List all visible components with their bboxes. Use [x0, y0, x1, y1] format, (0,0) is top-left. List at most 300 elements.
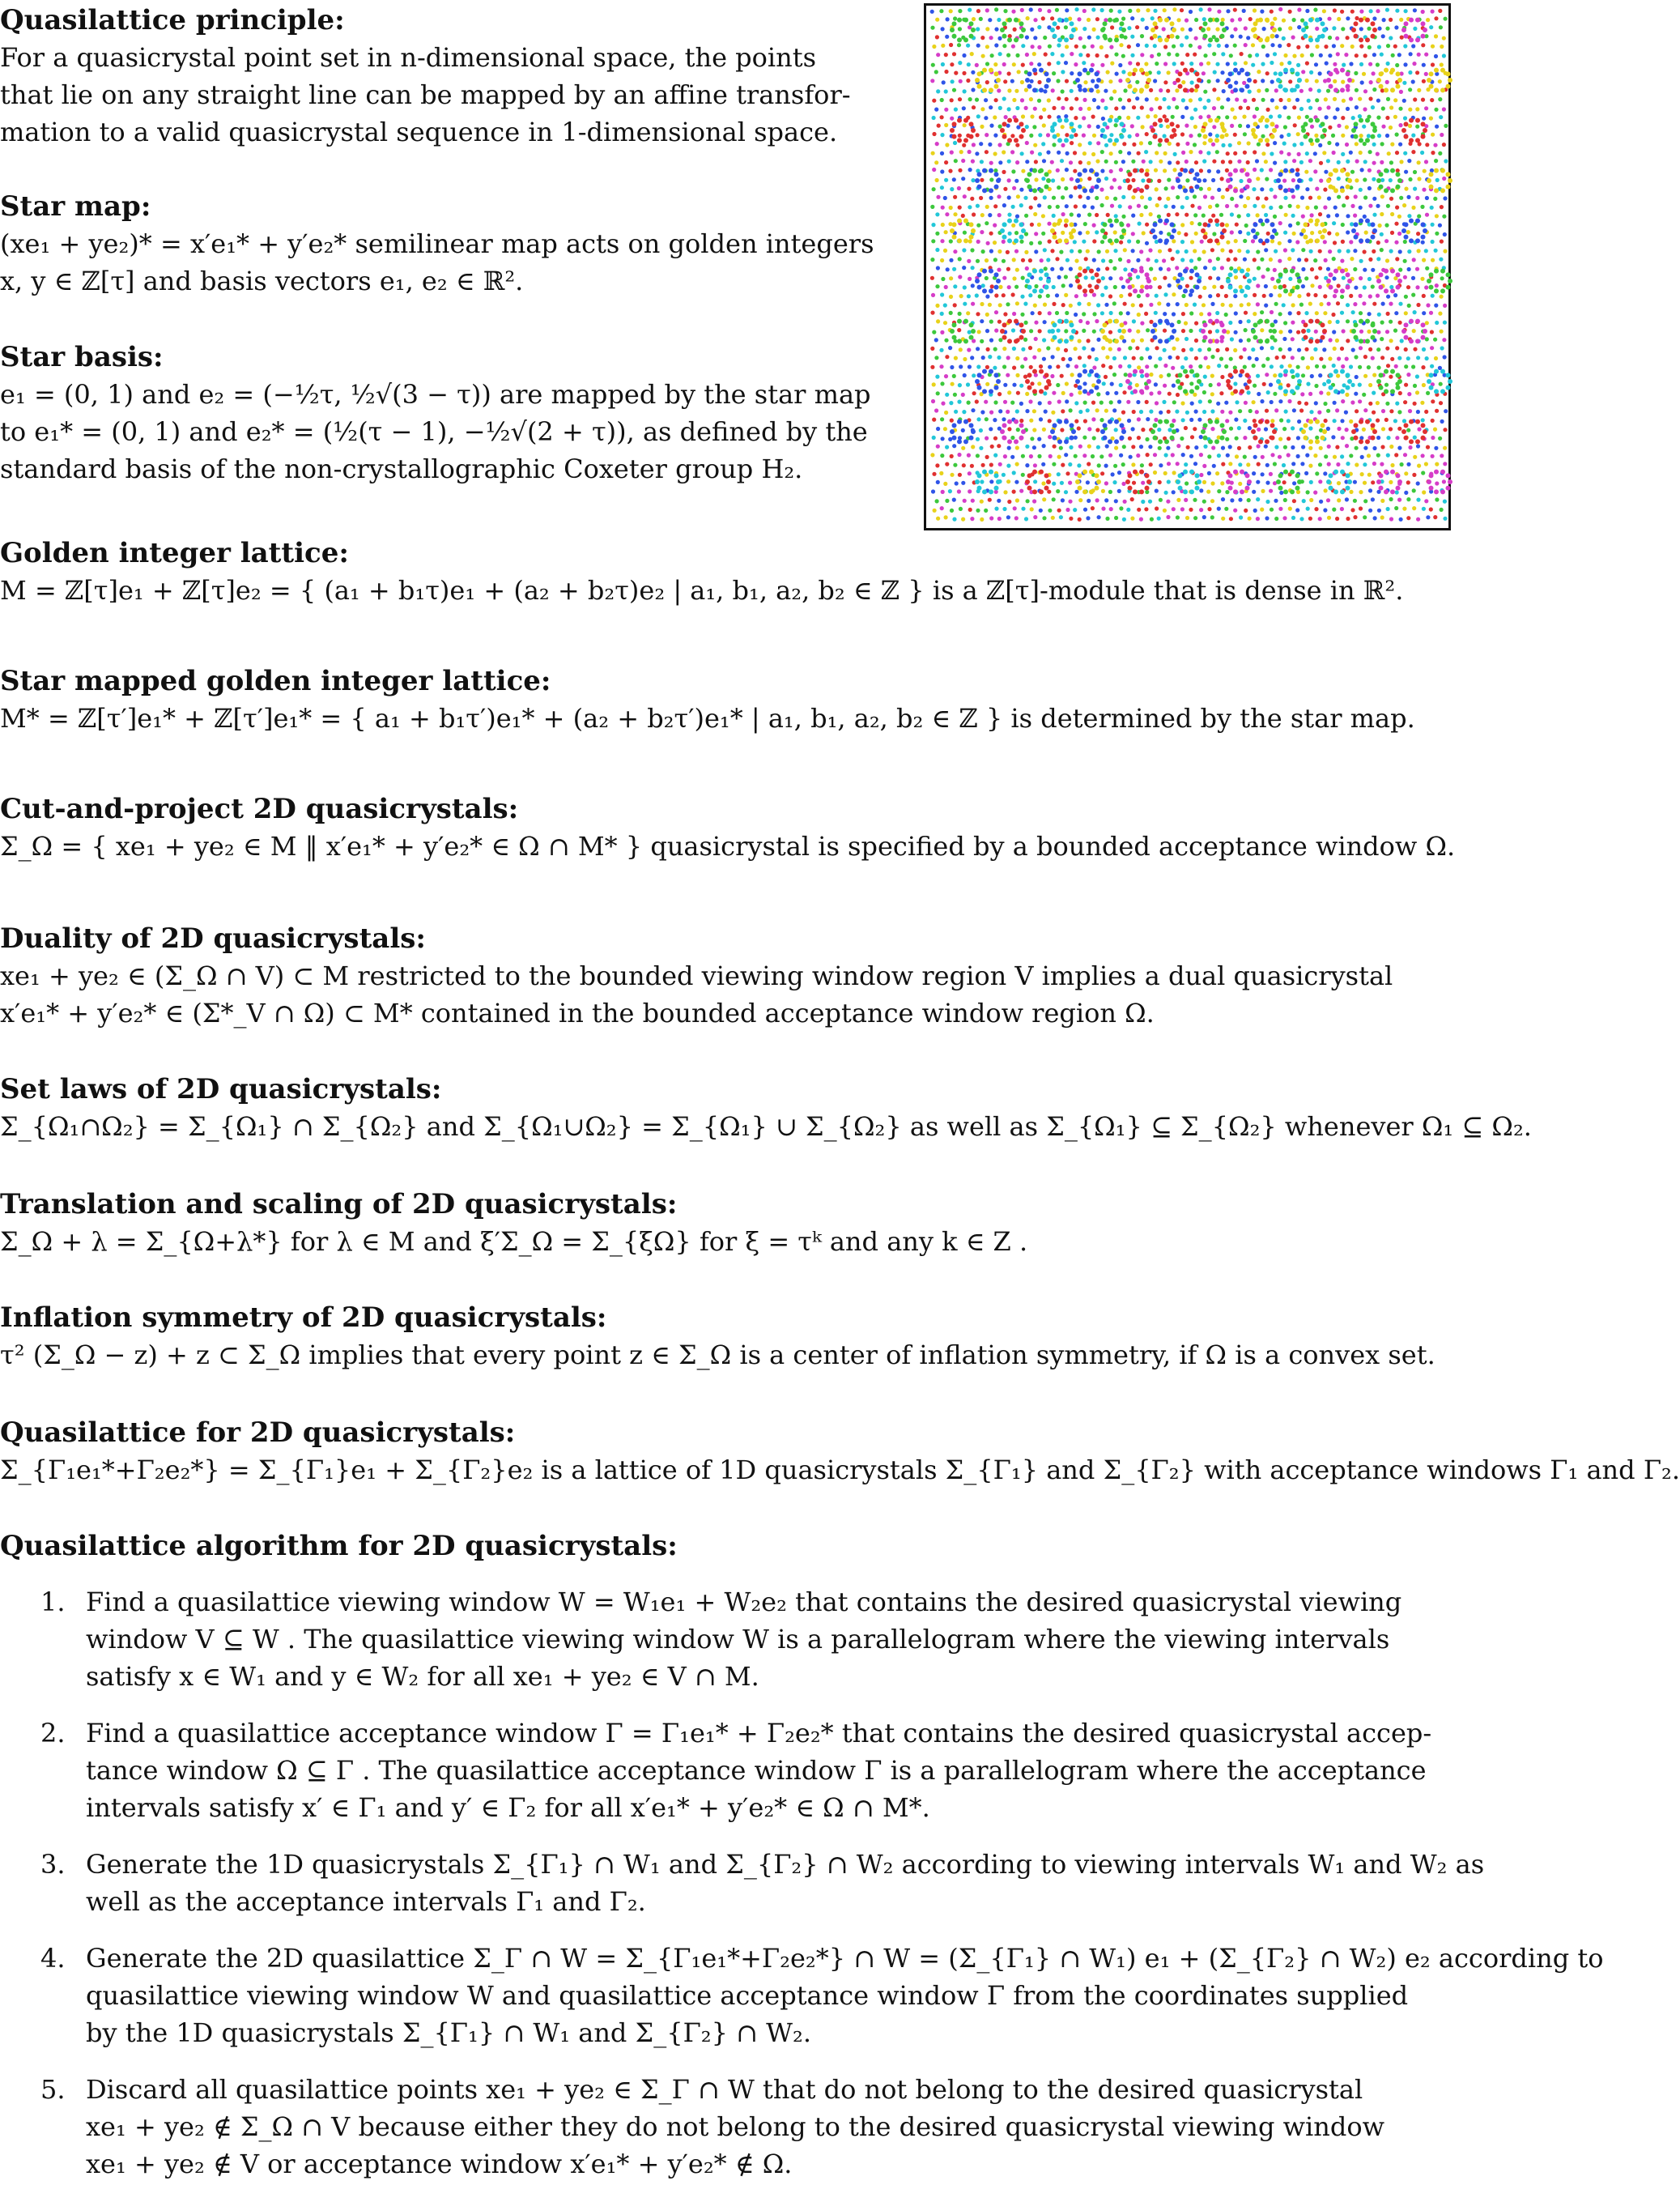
- lattice-point: [1230, 498, 1234, 502]
- lattice-point: [1310, 267, 1314, 271]
- lattice-point: [1087, 355, 1091, 359]
- ring-point: [1002, 121, 1007, 126]
- lattice-point: [1270, 10, 1274, 14]
- ring-point: [1278, 272, 1283, 277]
- lattice-point: [1322, 364, 1326, 368]
- ring-point: [969, 423, 974, 428]
- lattice-point: [1176, 393, 1180, 397]
- lattice-point: [1363, 515, 1367, 519]
- lattice-point: [1287, 116, 1291, 120]
- lattice-point: [1025, 53, 1029, 57]
- lattice-point: [1246, 213, 1250, 217]
- lattice-point: [1333, 116, 1337, 120]
- lattice-point: [1123, 500, 1127, 504]
- ring-point: [1203, 322, 1208, 327]
- lattice-point: [993, 151, 997, 155]
- lattice-point: [962, 463, 966, 467]
- ring-point: [1351, 28, 1356, 32]
- lattice-point: [958, 134, 962, 138]
- ring-point: [1195, 185, 1200, 190]
- lattice-point: [1270, 98, 1274, 102]
- lattice-point: [1404, 364, 1408, 368]
- ring-point: [1089, 470, 1094, 475]
- ring-point: [1253, 335, 1258, 340]
- lattice-point: [944, 108, 948, 112]
- lattice-point: [1260, 328, 1264, 332]
- lattice-point: [1221, 446, 1225, 450]
- ring-point: [1346, 473, 1350, 478]
- lattice-point: [1362, 125, 1366, 129]
- text-line: Σ_Ω = { xe₁ + ye₂ ∈ M ‖ x′e₁* + y′e₂* ∈ Ω ∩ M* } quasicrystal is specified by a bounded acceptance window Ω.: [0, 831, 1456, 862]
- lattice-point: [1032, 409, 1036, 413]
- ring-point: [1027, 473, 1032, 478]
- lattice-point: [1429, 117, 1433, 121]
- lattice-point: [1244, 509, 1248, 513]
- ring-point: [1189, 68, 1194, 73]
- ring-point: [1222, 28, 1227, 32]
- lattice-point: [994, 28, 998, 32]
- lattice-point: [1308, 302, 1312, 306]
- lattice-point: [1172, 45, 1176, 49]
- ring-point: [1429, 285, 1434, 290]
- ring-point: [1170, 423, 1175, 428]
- lattice-point: [1189, 10, 1193, 14]
- lattice-point: [1424, 462, 1428, 466]
- lattice-point: [1008, 232, 1012, 236]
- lattice-point: [1318, 266, 1322, 270]
- lattice-point: [1230, 230, 1234, 234]
- lattice-point: [1207, 507, 1211, 511]
- lattice-point: [1141, 178, 1145, 182]
- lattice-point: [1443, 500, 1447, 504]
- lattice-point: [1070, 177, 1074, 181]
- ring-point: [1409, 138, 1414, 143]
- lattice-point: [1367, 454, 1371, 458]
- ring-point: [969, 34, 974, 39]
- lattice-point: [1345, 393, 1349, 397]
- lattice-point: [1086, 53, 1090, 57]
- lattice-point: [1176, 302, 1180, 306]
- ring-point: [971, 429, 976, 434]
- lattice-point: [1019, 419, 1023, 423]
- lattice-point: [1108, 259, 1112, 263]
- lattice-point: [1424, 106, 1428, 110]
- lattice-point: [1386, 204, 1390, 208]
- lattice-point: [1269, 258, 1273, 262]
- lattice-point: [1360, 80, 1364, 84]
- lattice-point: [1131, 195, 1135, 199]
- lattice-point: [1389, 480, 1393, 484]
- lattice-point: [1304, 311, 1308, 315]
- ring-point: [1359, 219, 1363, 224]
- ring-point: [1158, 118, 1163, 123]
- lattice-point: [1167, 479, 1171, 483]
- lattice-point: [962, 106, 966, 110]
- lattice-point: [1199, 473, 1203, 477]
- ring-point: [1095, 185, 1099, 190]
- ring-point: [1359, 18, 1363, 23]
- lattice-point: [962, 71, 966, 75]
- lattice-point: [1100, 471, 1104, 475]
- lattice-point: [1042, 516, 1046, 520]
- lattice-point: [1395, 257, 1399, 261]
- lattice-point: [1078, 36, 1082, 40]
- lattice-point: [1193, 53, 1197, 57]
- lattice-point: [1440, 330, 1444, 334]
- lattice-point: [1346, 462, 1350, 466]
- lattice-point: [1351, 348, 1355, 352]
- lattice-point: [1416, 410, 1420, 414]
- lattice-point: [934, 160, 938, 164]
- ring-point: [1145, 385, 1150, 390]
- ring-point: [1390, 470, 1395, 475]
- lattice-point: [1145, 44, 1149, 48]
- ring-point: [1240, 87, 1244, 92]
- ring-point: [1019, 423, 1024, 428]
- lattice-point: [1360, 168, 1364, 172]
- lattice-point: [1101, 489, 1105, 493]
- lattice-point: [1177, 231, 1181, 235]
- lattice-point: [957, 453, 961, 457]
- lattice-point: [1099, 188, 1104, 192]
- lattice-point: [1132, 481, 1136, 485]
- lattice-point: [1252, 471, 1256, 475]
- lattice-point: [1407, 392, 1411, 396]
- lattice-point: [1331, 134, 1335, 138]
- ring-point: [1070, 121, 1074, 126]
- lattice-point: [1282, 142, 1287, 146]
- lattice-point: [1389, 302, 1393, 306]
- ring-point: [1153, 21, 1158, 26]
- lattice-point: [1239, 106, 1243, 110]
- lattice-point: [1069, 517, 1073, 521]
- ring-point: [1150, 228, 1155, 233]
- lattice-point: [994, 507, 998, 511]
- lattice-point: [1104, 303, 1108, 307]
- lattice-point: [1266, 232, 1270, 236]
- lattice-point: [1425, 213, 1429, 217]
- lattice-point: [1353, 499, 1357, 503]
- text-line: M* = ℤ[τ′]e₁* + ℤ[τ′]e₁* = { a₁ + b₁τ′)e₁* + (a₂ + b₂τ′)e₁* | a₁, b₁, a₂, b₂ ∈ ℤ } is determined by the star map.: [0, 703, 1415, 734]
- lattice-point: [1114, 428, 1118, 432]
- ring-point: [1354, 222, 1359, 227]
- lattice-point: [1376, 241, 1380, 245]
- ring-point: [1139, 288, 1144, 293]
- ring-point: [1390, 369, 1395, 374]
- lattice-point: [989, 339, 993, 343]
- lattice-point: [954, 159, 958, 163]
- lattice-point: [1180, 28, 1185, 32]
- ring-point: [982, 188, 987, 193]
- lattice-point: [1091, 7, 1095, 11]
- lattice-point: [953, 284, 957, 288]
- lattice-point: [1132, 105, 1136, 109]
- lattice-point: [1037, 25, 1041, 29]
- lattice-point: [939, 364, 943, 368]
- ring-point: [1429, 385, 1434, 390]
- lattice-point: [1048, 454, 1053, 458]
- lattice-point: [1111, 472, 1115, 476]
- lattice-point: [932, 436, 936, 440]
- lattice-point: [1230, 124, 1234, 128]
- lattice-point: [962, 248, 966, 252]
- section-heading: Star basis:: [0, 341, 164, 373]
- ring-point: [1397, 279, 1402, 283]
- lattice-point: [1270, 400, 1274, 404]
- lattice-point: [1087, 18, 1091, 22]
- ring-point: [1032, 87, 1037, 92]
- lattice-point: [1422, 490, 1426, 494]
- ring-point: [989, 68, 993, 73]
- lattice-point: [1440, 276, 1444, 280]
- ring-point: [1440, 68, 1445, 73]
- lattice-point: [988, 18, 992, 22]
- lattice-point: [1095, 230, 1099, 234]
- lattice-point: [1327, 17, 1331, 21]
- lattice-point: [1210, 409, 1214, 413]
- ring-point: [950, 329, 955, 334]
- lattice-point: [1260, 508, 1264, 512]
- lattice-point: [1341, 399, 1345, 403]
- lattice-point: [1153, 453, 1157, 457]
- section-heading: Quasilattice principle:: [0, 4, 345, 36]
- lattice-point: [1149, 320, 1153, 324]
- lattice-point: [979, 17, 983, 21]
- lattice-point: [1413, 347, 1417, 351]
- ring-point: [963, 18, 968, 23]
- lattice-point: [1087, 177, 1091, 181]
- lattice-point: [950, 151, 954, 155]
- lattice-point: [1233, 348, 1237, 352]
- lattice-point: [1095, 196, 1099, 200]
- lattice-point: [1088, 283, 1092, 287]
- lattice-point: [1122, 142, 1126, 146]
- lattice-point: [1082, 116, 1086, 120]
- lattice-point: [1354, 71, 1358, 75]
- lattice-point: [1333, 79, 1337, 83]
- lattice-point: [1123, 302, 1127, 306]
- ring-point: [1158, 439, 1163, 444]
- ring-point: [1044, 385, 1049, 390]
- lattice-point: [1408, 70, 1412, 75]
- lattice-point: [1221, 497, 1225, 501]
- ring-point: [1295, 185, 1300, 190]
- lattice-point: [1221, 303, 1225, 307]
- ring-point: [1409, 439, 1414, 444]
- lattice-point: [1145, 347, 1149, 351]
- ring-point: [1064, 18, 1069, 23]
- lattice-point: [1131, 303, 1135, 307]
- lattice-point: [934, 70, 938, 74]
- ring-point: [950, 28, 955, 32]
- lattice-point: [1319, 446, 1323, 450]
- ring-point: [1222, 429, 1227, 434]
- lattice-point: [1340, 259, 1344, 263]
- lattice-point: [1163, 312, 1167, 316]
- ring-point: [982, 389, 987, 394]
- lattice-point: [952, 517, 956, 522]
- lattice-point: [1398, 321, 1402, 325]
- ring-point: [1270, 423, 1275, 428]
- lattice-point: [1372, 177, 1376, 181]
- lattice-point: [1184, 322, 1188, 326]
- ring-point: [1258, 420, 1263, 424]
- lattice-point: [932, 382, 936, 386]
- lattice-point: [1010, 79, 1014, 83]
- ring-point: [1183, 87, 1188, 92]
- lattice-point: [1139, 445, 1143, 449]
- lattice-point: [1154, 114, 1158, 118]
- lattice-point: [952, 374, 956, 378]
- lattice-point: [1172, 490, 1176, 494]
- ring-point: [1346, 385, 1350, 390]
- lattice-point: [1261, 45, 1265, 49]
- lattice-point: [1206, 27, 1210, 31]
- ring-point: [1365, 420, 1370, 424]
- lattice-point: [1350, 170, 1355, 174]
- lattice-point: [961, 393, 965, 397]
- ring-point: [1222, 128, 1227, 133]
- lattice-point: [1308, 87, 1312, 92]
- lattice-point: [1114, 53, 1118, 57]
- lattice-point: [993, 437, 997, 441]
- lattice-point: [1224, 294, 1228, 298]
- lattice-point: [1065, 311, 1069, 315]
- ring-point: [1308, 138, 1313, 143]
- lattice-point: [1212, 266, 1216, 270]
- lattice-point: [1283, 321, 1287, 325]
- lattice-point: [1014, 89, 1019, 93]
- lattice-point: [1363, 481, 1367, 485]
- lattice-point: [1230, 18, 1234, 22]
- lattice-point: [1313, 151, 1317, 155]
- lattice-point: [966, 311, 970, 315]
- lattice-point: [1046, 133, 1050, 137]
- lattice-point: [1367, 365, 1371, 369]
- ring-point: [1078, 373, 1082, 377]
- lattice-point: [1429, 507, 1433, 511]
- lattice-point: [1167, 392, 1172, 396]
- ring-point: [1053, 423, 1057, 428]
- ring-point: [1333, 269, 1338, 274]
- lattice-point: [1065, 168, 1069, 172]
- lattice-point: [1155, 97, 1159, 101]
- lattice-point: [1278, 7, 1282, 11]
- lattice-point: [1325, 62, 1329, 66]
- lattice-point: [1261, 204, 1265, 208]
- lattice-point: [1371, 284, 1375, 288]
- lattice-point: [1247, 302, 1251, 306]
- lattice-point: [1144, 62, 1148, 66]
- lattice-point: [989, 177, 993, 181]
- ring-point: [1103, 322, 1108, 327]
- ring-point: [982, 470, 987, 475]
- lattice-point: [997, 36, 1002, 40]
- ring-point: [1195, 272, 1200, 277]
- lattice-point: [1007, 285, 1011, 289]
- ring-point: [1070, 222, 1074, 227]
- lattice-point: [1096, 125, 1100, 129]
- lattice-point: [1131, 445, 1135, 449]
- lattice-point: [1037, 80, 1041, 84]
- lattice-point: [988, 355, 992, 359]
- ring-point: [1220, 222, 1225, 227]
- lattice-point: [1270, 364, 1274, 368]
- lattice-point: [1248, 409, 1253, 413]
- lattice-point: [1331, 435, 1335, 439]
- lattice-point: [1020, 8, 1024, 12]
- lattice-point: [1345, 497, 1349, 501]
- ring-point: [1103, 436, 1108, 441]
- lattice-point: [1121, 105, 1125, 109]
- lattice-point: [1164, 491, 1168, 495]
- ring-point: [994, 71, 999, 76]
- lattice-point: [1021, 258, 1025, 262]
- ring-point: [963, 439, 968, 444]
- lattice-point: [1403, 116, 1407, 120]
- lattice-point: [1096, 89, 1100, 93]
- lattice-point: [1217, 382, 1221, 386]
- lattice-point: [971, 178, 975, 182]
- lattice-point: [1359, 27, 1363, 31]
- ring-point: [1415, 420, 1420, 424]
- lattice-point: [1358, 365, 1362, 369]
- lattice-point: [990, 284, 994, 288]
- ring-point: [989, 288, 993, 293]
- ring-point: [1371, 335, 1376, 340]
- lattice-point: [1012, 383, 1016, 387]
- lattice-point: [1295, 240, 1299, 244]
- ring-point: [1396, 373, 1401, 377]
- lattice-point: [1057, 61, 1061, 65]
- lattice-point: [1038, 401, 1042, 405]
- ring-point: [1347, 479, 1352, 484]
- lattice-point: [1146, 417, 1150, 421]
- lattice-point: [1037, 203, 1041, 207]
- lattice-point: [1363, 408, 1367, 412]
- ring-point: [1415, 339, 1420, 343]
- lattice-point: [1323, 508, 1327, 512]
- lattice-point: [998, 160, 1002, 164]
- lattice-point: [1390, 357, 1394, 361]
- ring-point: [1064, 319, 1069, 324]
- lattice-point: [1012, 347, 1016, 351]
- lattice-point: [952, 52, 956, 56]
- lattice-point: [977, 330, 981, 334]
- lattice-point: [1243, 99, 1247, 103]
- section-heading: Quasilattice for 2D quasicrystals:: [0, 1416, 516, 1449]
- ring-point: [952, 121, 957, 126]
- ring-point: [989, 369, 993, 374]
- ring-point: [1379, 172, 1384, 177]
- lattice-point: [1369, 9, 1373, 13]
- lattice-point: [1099, 418, 1104, 422]
- ring-point: [1032, 470, 1037, 475]
- ring-point: [1429, 272, 1434, 277]
- lattice-point: [1061, 498, 1065, 502]
- lattice-point: [1369, 80, 1373, 84]
- lattice-point: [1278, 114, 1282, 118]
- lattice-point: [1261, 98, 1265, 102]
- lattice-point: [1127, 26, 1131, 30]
- lattice-point: [1127, 239, 1131, 243]
- lattice-point: [1011, 328, 1015, 332]
- ring-point: [957, 439, 962, 444]
- lattice-point: [1059, 446, 1063, 450]
- lattice-point: [1180, 43, 1184, 47]
- lattice-point: [1345, 195, 1349, 199]
- lattice-point: [1300, 196, 1304, 200]
